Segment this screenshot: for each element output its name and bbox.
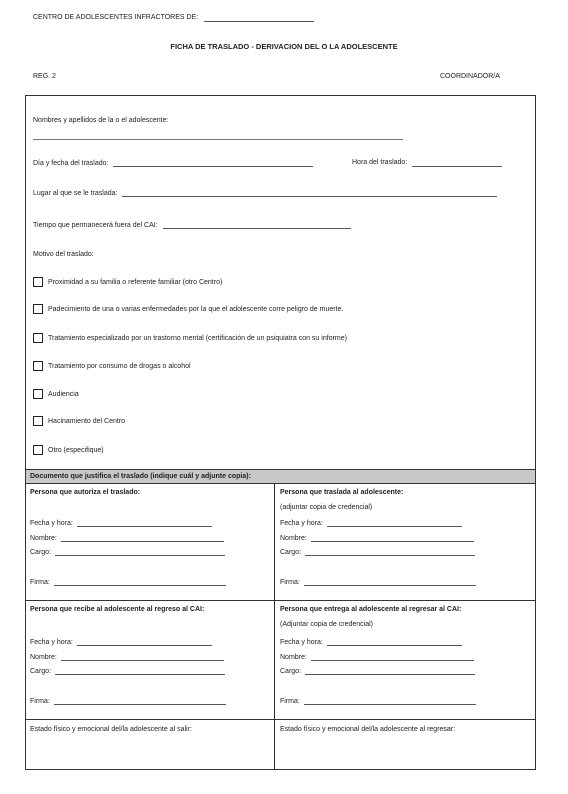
grid-divider bbox=[274, 483, 275, 769]
reg-label: REG. 2 bbox=[33, 73, 56, 80]
reason-option[interactable]: Padecimiento de una o varias enfermedades por la que el adolescente corre peligro de muerte. bbox=[33, 304, 343, 314]
authorizer-date-row: Fecha y hora: bbox=[30, 518, 212, 527]
deliverer-date-field[interactable] bbox=[327, 637, 462, 646]
receiver-date-field[interactable] bbox=[77, 637, 212, 646]
center-label: CENTRO DE ADOLESCENTES INFRACTORES DE: bbox=[33, 14, 199, 21]
transporter-position-field[interactable] bbox=[305, 547, 475, 556]
checkbox[interactable] bbox=[33, 333, 43, 343]
document-label: Documento que justifica el traslado (indique cuál y adjunte copia): bbox=[30, 473, 251, 480]
receiver-position-row: Cargo: bbox=[30, 666, 225, 675]
transporter-signature-field[interactable] bbox=[304, 577, 476, 586]
receiver-signature-row: Firma: bbox=[30, 696, 226, 705]
authorizer-position-row: Cargo: bbox=[30, 547, 225, 556]
transfer-date-label: Día y fecha del traslado: bbox=[33, 160, 109, 167]
deliverer-name-field[interactable] bbox=[311, 652, 474, 661]
destination-field[interactable] bbox=[122, 188, 497, 197]
adolescent-name-label: Nombres y apellidos de la o el adolescente: bbox=[33, 117, 169, 124]
state-returning-label: Estado físico y emocional del/la adolescente al regresar: bbox=[280, 726, 456, 733]
deliverer-date-row: Fecha y hora: bbox=[280, 637, 462, 646]
deliverer-name-row: Nombre: bbox=[280, 652, 474, 661]
destination-row bbox=[33, 188, 497, 197]
deliverer-title: Persona que entrega al adolescente al regresar al CAI: bbox=[280, 606, 462, 613]
receiver-date-row: Fecha y hora: bbox=[30, 637, 212, 646]
authorizer-signature-field[interactable] bbox=[54, 577, 226, 586]
checkbox[interactable] bbox=[33, 304, 43, 314]
reason-option[interactable]: Tratamiento especializado por un trastorno mental (certificación de un psiquiatra con su informe) bbox=[33, 333, 347, 343]
transporter-date-row: Fecha y hora: bbox=[280, 518, 462, 527]
transfer-date-row bbox=[33, 158, 313, 167]
grid-divider bbox=[25, 600, 535, 601]
reason-option[interactable]: Hacinamiento del Centro bbox=[33, 416, 125, 426]
transfer-time-field[interactable] bbox=[412, 158, 502, 167]
authorizer-name-field[interactable] bbox=[61, 533, 224, 542]
authorizer-name-row: Nombre: bbox=[30, 533, 224, 542]
receiver-name-row: Nombre: bbox=[30, 652, 224, 661]
adolescent-name-field[interactable] bbox=[33, 139, 403, 140]
duration-label: Tiempo que permanecerá fuera del CAI: bbox=[33, 222, 158, 229]
destination-label: Lugar al que se le traslada: bbox=[33, 190, 118, 197]
transporter-note: (adjuntar copia de credencial) bbox=[280, 504, 373, 511]
deliverer-note: (Adjuntar copia de credencial) bbox=[280, 621, 373, 628]
authorizer-position-field[interactable] bbox=[55, 547, 225, 556]
checkbox[interactable] bbox=[33, 416, 43, 426]
authorizer-signature-row: Firma: bbox=[30, 577, 226, 586]
center-name-field[interactable] bbox=[204, 13, 314, 22]
transfer-time-label: Hora del traslado: bbox=[352, 159, 408, 166]
deliverer-signature-field[interactable] bbox=[304, 696, 476, 705]
authorizer-title: Persona que autoriza el traslado: bbox=[30, 489, 141, 496]
transporter-title: Persona que traslada al adolescente: bbox=[280, 489, 404, 496]
transporter-signature-row: Firma: bbox=[280, 577, 476, 586]
reason-option[interactable]: Tratamiento por consumo de drogas o alcohol bbox=[33, 361, 191, 371]
transporter-name-row: Nombre: bbox=[280, 533, 474, 542]
duration-row bbox=[33, 220, 351, 229]
transfer-time-row bbox=[352, 158, 502, 167]
checkbox[interactable] bbox=[33, 277, 43, 287]
authorizer-date-field[interactable] bbox=[77, 518, 212, 527]
page-title: FICHA DE TRASLADO - DERIVACION DEL O LA ADOLESCENTE bbox=[170, 42, 398, 51]
reason-label: Motivo del traslado: bbox=[33, 251, 94, 258]
checkbox[interactable] bbox=[33, 445, 43, 455]
checkbox[interactable] bbox=[33, 361, 43, 371]
transporter-name-field[interactable] bbox=[311, 533, 474, 542]
grid-divider bbox=[25, 719, 535, 720]
reason-option[interactable]: Proximidad a su familia o referente familiar (otro Centro) bbox=[33, 277, 222, 287]
receiver-title: Persona que recibe al adolescente al regreso al CAI: bbox=[30, 606, 205, 613]
transporter-date-field[interactable] bbox=[327, 518, 462, 527]
receiver-signature-field[interactable] bbox=[54, 696, 226, 705]
reason-option[interactable]: Audiencia bbox=[33, 389, 79, 399]
center-label-row bbox=[33, 13, 314, 22]
checkbox[interactable] bbox=[33, 389, 43, 399]
deliverer-signature-row: Firma: bbox=[280, 696, 476, 705]
duration-field[interactable] bbox=[163, 220, 351, 229]
deliverer-position-field[interactable] bbox=[305, 666, 475, 675]
state-leaving-label: Estado físico y emocional del/la adolescente al salir: bbox=[30, 726, 192, 733]
reason-option[interactable]: Otro (especifique) bbox=[33, 445, 104, 455]
transporter-position-row: Cargo: bbox=[280, 547, 475, 556]
receiver-name-field[interactable] bbox=[61, 652, 224, 661]
receiver-position-field[interactable] bbox=[55, 666, 225, 675]
deliverer-position-row: Cargo: bbox=[280, 666, 475, 675]
transfer-date-field[interactable] bbox=[113, 158, 313, 167]
coordinator-label: COORDINADOR/A bbox=[440, 73, 500, 80]
